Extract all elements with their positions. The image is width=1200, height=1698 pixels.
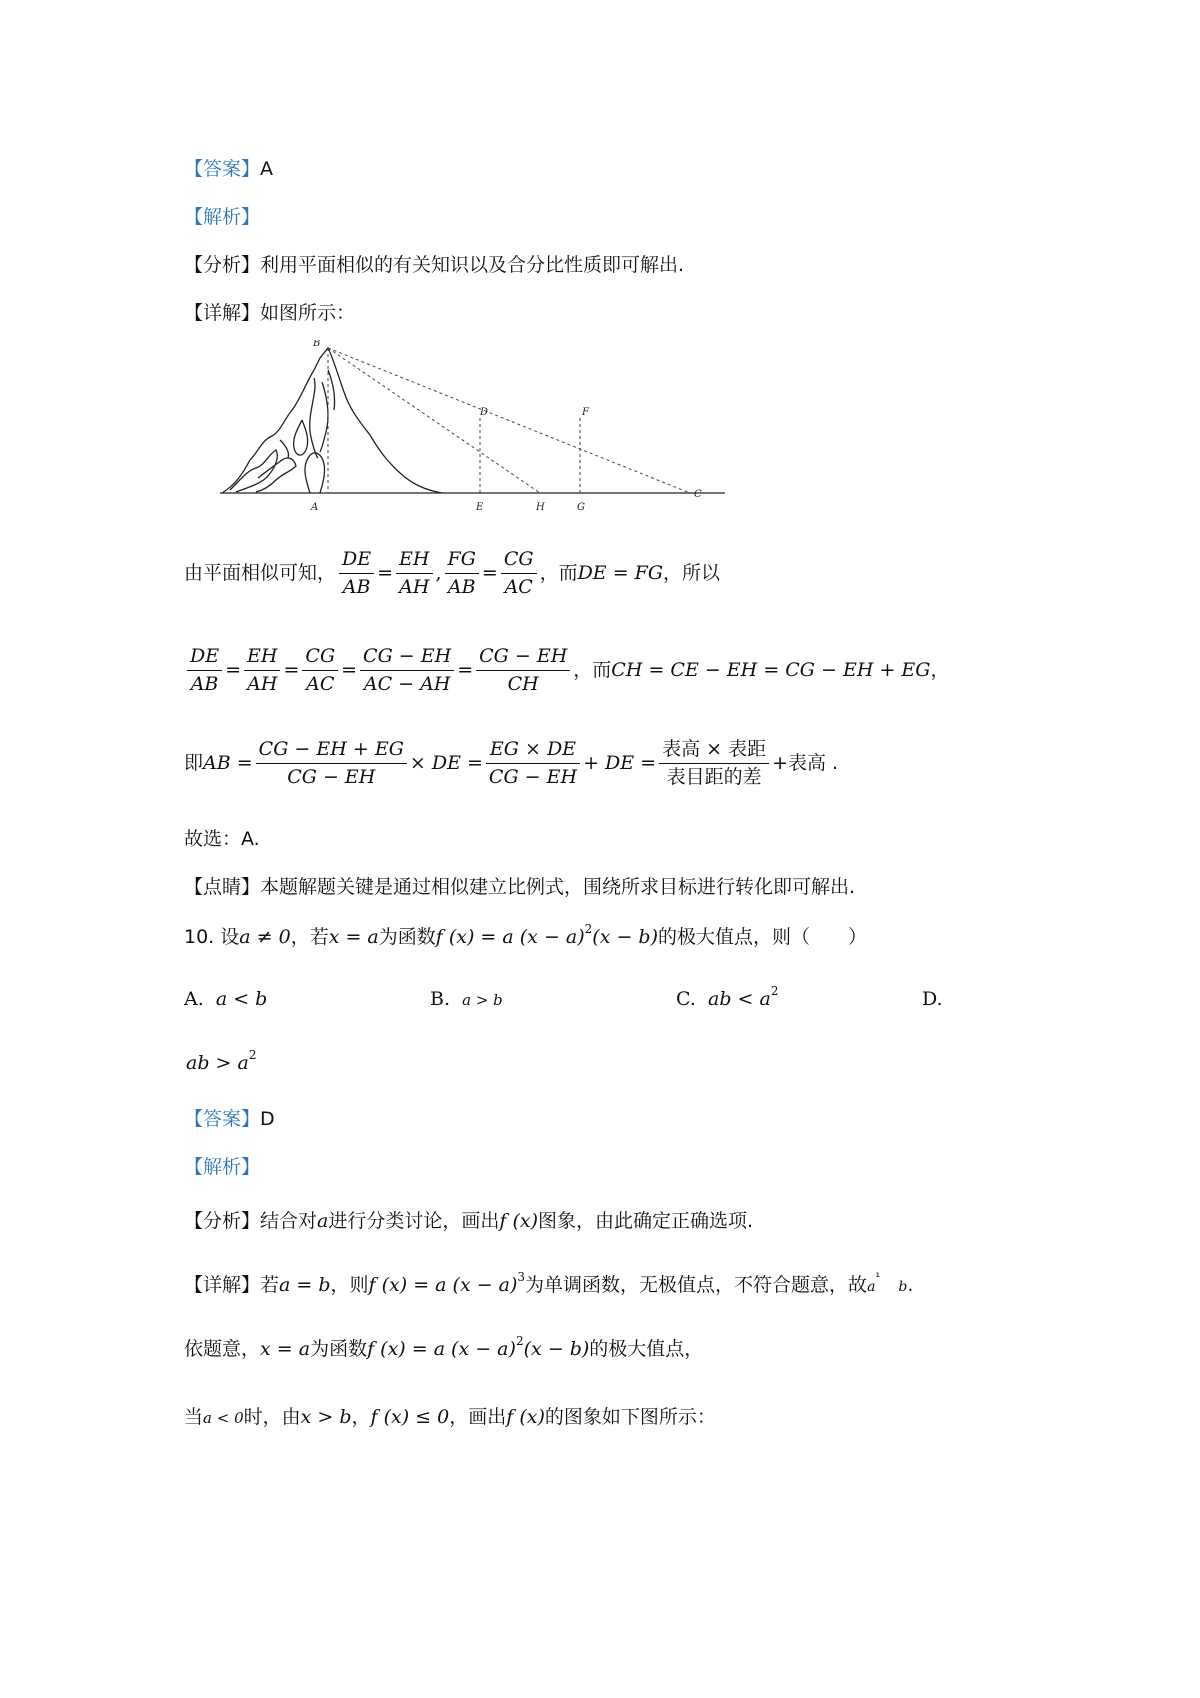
question-10-stem: 10. 设a ≠ 0，若x = a为函数f (x) = a $(x - a)^2(x - b)$的极大值点，则（ ） [184,922,867,948]
fraction: $\frac{CG}{AC}$ [302,645,338,696]
mountain-figure [210,340,750,515]
mountain-ridge [280,440,289,458]
option-a: A. a < b [184,988,268,1010]
option-c: C. ab < $a^2$ [676,984,779,1010]
similarity-line: 由平面相似可知， $\frac{DE}{AB}$ = $\frac{EH}{AH}$ , $\frac{FG}{AB}$ = $\frac{CG}{AC}$ ，而 DE = FG ，所以 [184,548,721,598]
answer-value: A [260,158,274,180]
fraction: $\frac{EG \times DE}{CG - EH}$ [486,738,580,789]
equation: CH = CE − EH = CG − EH + EG [611,658,931,681]
mountain-ridge [310,378,318,458]
xiangjie-line [184,302,355,325]
xiangjie-text: 如图所示： [260,302,356,324]
fraction: $\frac{CG - EH + EG}{CG - EH}$ [256,738,407,789]
fraction: $\frac{EH}{AH}$ [396,548,432,599]
fraction: $\frac{DE}{AB}$ [339,548,374,599]
mountain-ridge [305,453,325,493]
fraction: $\frac{CG}{AC}$ [501,548,537,599]
case-line: 当a < 0时，由x > b，f (x) ≤ 0，画出f (x)的图象如下图所示： [184,1406,716,1428]
label-D: D [480,407,489,418]
result-line: 即 AB = $\frac{CG - EH + EG}{CG - EH}$ × DE = $\frac{EG \times DE}{CG - EH}$ + DE = $\frac{\text{表高 × 表距}}{\text{表目距的差}}$ +表高 . [184,738,839,788]
label-C: C [694,489,702,500]
fraction: $\frac{\text{表高 × 表距}}{\text{表目距的差}}$ [659,738,769,789]
answer-tag: 【答案】 [184,158,261,180]
label-E: E [476,502,484,513]
label-F: F [582,407,589,418]
answer-line-q9 [184,158,273,181]
label-H: H [536,502,545,513]
xiangjie-line-q10: 【详解】若a = b，则f (x) = a $(x - a)^3$为单调函数，无极值点，不符合题意，故$a^{^1}$ b. [184,1270,914,1296]
fenxi-line-q10: 【分析】结合对a进行分类讨论，画出f (x)图象，由此确定正确选项. [184,1210,754,1232]
analysis-tag: 【解析】 [184,206,261,228]
option-b: B. a > b [430,988,503,1010]
option-d-text: ab > $a^2$ [186,1048,257,1074]
fenxi-tag: 【分析】 [184,254,261,276]
fenxi-text: 利用平面相似的有关知识以及合分比性质即可解出. [260,254,685,276]
analysis-tag-q10: 【解析】 [184,1156,261,1178]
fraction: $\frac{CG - EH}{CH}$ [476,645,570,696]
text-prefix: 由平面相似可知， [184,561,337,584]
mountain-outline [222,348,442,493]
label-A: A [311,502,319,513]
guxuan-line: 故选：A. [184,828,260,850]
equation: DE = FG [577,561,664,584]
fraction: $\frac{CG - EH}{AC - AH}$ [360,645,454,696]
ratio-chain-line: $\frac{DE}{AB}$ = $\frac{EH}{AH}$ = $\frac{CG}{AC}$ = $\frac{CG - EH}{AC - AH}$ = $\frac{CG - EH}{CH}$ ，而 CH = CE − EH = CG − EH + EG ， [184,645,949,696]
option-d: D. [922,988,943,1010]
label-B: B [313,340,321,349]
fraction: $\frac{DE}{AB}$ [187,645,222,696]
yitiyi-line: 依题意，x = a为函数f (x) = a $(x - a)^2(x - b)$的极大值点， [184,1334,704,1360]
fenxi-line [184,254,684,277]
fraction: $\frac{EH}{AH}$ [244,645,280,696]
dianjing-line: 【点睛】本题解题关键是通过相似建立比例式，围绕所求目标进行转化即可解出. [184,876,856,898]
fraction: $\frac{FG}{AB}$ [445,548,479,599]
label-G: G [577,502,585,513]
xiangjie-tag: 【详解】 [184,302,261,324]
mountain-ridge [294,420,308,455]
answer-line-q10: 【答案】D [184,1108,275,1130]
mountain-ridge [320,382,328,452]
mountain-ridge [328,370,335,410]
